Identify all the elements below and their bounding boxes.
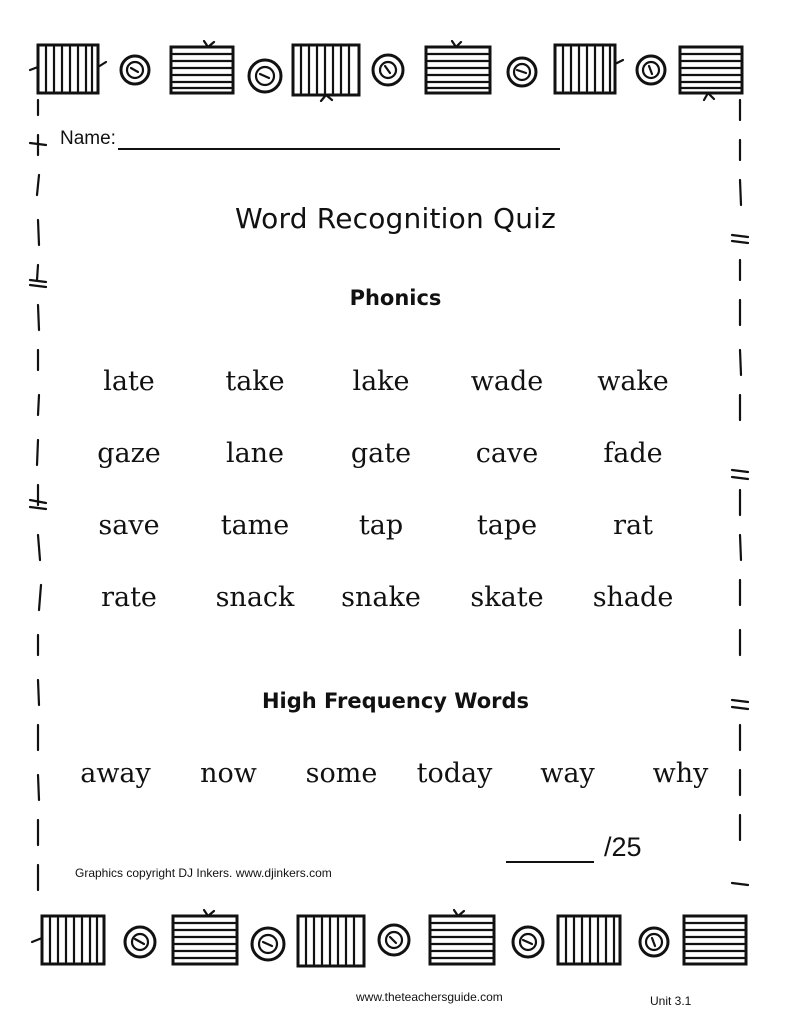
button-clock-icon — [249, 60, 281, 92]
name-field[interactable] — [60, 128, 560, 150]
wrapped-box-icon — [555, 45, 623, 93]
high-frequency-heading: High Frequency Words — [261, 689, 530, 713]
phonics-word: skate — [470, 582, 544, 613]
wrapped-box-icon — [293, 45, 359, 101]
wrapped-box-icon — [680, 47, 742, 100]
button-clock-icon — [637, 56, 665, 84]
button-clock-icon — [121, 56, 149, 84]
phonics-heading: Phonics — [349, 286, 442, 310]
wrapped-box-icon — [173, 910, 237, 964]
phonics-word: rate — [101, 582, 157, 613]
phonics-word: lane — [225, 438, 285, 469]
button-clock-icon — [508, 58, 536, 86]
footer-url: www.theteachersguide.com — [356, 990, 503, 1004]
page-title: Word Recognition Quiz — [234, 202, 557, 235]
score-field[interactable] — [506, 832, 642, 863]
unit-label: Unit 3.1 — [650, 994, 692, 1008]
name-label: Name: — [60, 128, 116, 149]
score-blank-line[interactable] — [506, 837, 594, 863]
bottom-decorative-border — [28, 908, 763, 970]
wrapped-box-icon — [32, 916, 104, 964]
high-frequency-word: why — [652, 758, 709, 789]
phonics-word: wade — [470, 366, 544, 397]
wrapped-box-icon — [430, 910, 494, 964]
phonics-word: rat — [613, 510, 653, 541]
high-frequency-word-row — [59, 754, 739, 794]
high-frequency-word: way — [540, 758, 595, 789]
phonics-word: tap — [358, 510, 404, 541]
button-clock-icon — [640, 928, 668, 956]
phonics-word: wake — [597, 366, 669, 397]
high-frequency-word: today — [416, 758, 493, 789]
phonics-word-grid — [66, 362, 696, 650]
phonics-word: tape — [476, 510, 538, 541]
phonics-word: tame — [220, 510, 290, 541]
phonics-word: gate — [350, 438, 412, 469]
button-clock-icon — [125, 927, 155, 957]
button-clock-icon — [252, 928, 284, 960]
button-clock-icon — [513, 927, 543, 957]
phonics-word: save — [98, 510, 160, 541]
name-blank-line[interactable] — [118, 128, 560, 150]
wrapped-box-icon — [30, 45, 106, 93]
graphics-credit: Graphics copyright DJ Inkers. www.djinkers.com — [75, 866, 332, 880]
wrapped-box-icon — [171, 41, 233, 93]
wrapped-box-icon — [298, 916, 364, 966]
button-clock-icon — [373, 55, 403, 85]
high-frequency-word: away — [80, 758, 151, 789]
phonics-word: gaze — [97, 438, 161, 469]
wrapped-box-icon — [684, 916, 746, 964]
phonics-word: fade — [603, 438, 663, 469]
phonics-word: take — [225, 366, 285, 397]
top-decorative-border — [28, 40, 763, 102]
phonics-word: lake — [352, 366, 410, 397]
phonics-word: snack — [215, 582, 295, 613]
phonics-word: cave — [475, 438, 539, 469]
phonics-word: late — [103, 366, 155, 397]
high-frequency-word: now — [200, 758, 257, 789]
wrapped-box-icon — [558, 916, 620, 964]
score-total: /25 — [604, 832, 642, 862]
button-clock-icon — [379, 925, 409, 955]
high-frequency-word: some — [305, 758, 378, 789]
wrapped-box-icon — [426, 41, 490, 93]
phonics-word: shade — [592, 582, 674, 613]
phonics-word: snake — [341, 582, 421, 613]
